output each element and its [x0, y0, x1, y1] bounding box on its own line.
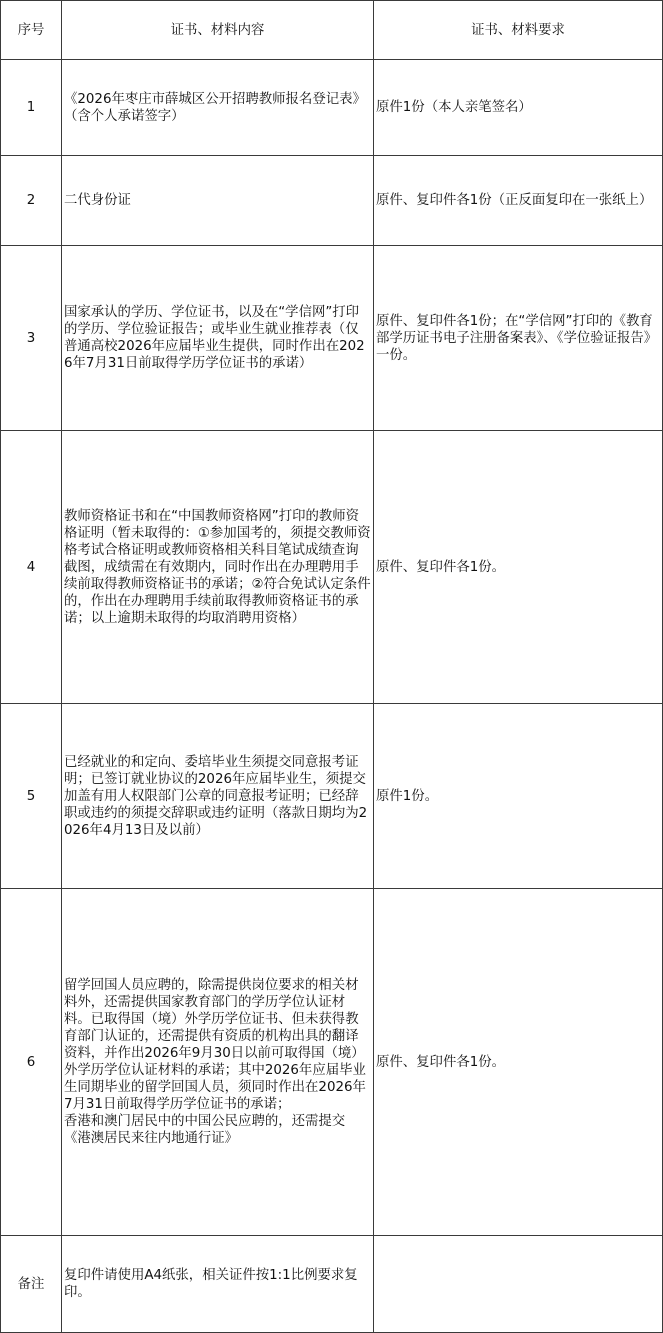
table-row [1, 704, 663, 889]
table-header-row [1, 1, 663, 60]
row-requirement: 原件、复印件各1份；在“学信网”打印的《教育部学历证书电子注册备案表》、《学位验证报告》一份。 [374, 246, 663, 431]
table-row-remark [1, 1236, 663, 1333]
remark-content: 复印件请使用A4纸张，相关证件按1:1比例要求复印。 [62, 1236, 374, 1333]
row-number: 6 [1, 889, 62, 1236]
row-requirement: 原件1份。 [374, 704, 663, 889]
row-requirement: 原件、复印件各1份（正反面复印在一张纸上） [374, 156, 663, 246]
header-content: 证书、材料内容 [62, 1, 374, 60]
header-requirement: 证书、材料要求 [374, 1, 663, 60]
row-requirement: 原件1份（本人亲笔签名） [374, 60, 663, 156]
row-number: 5 [1, 704, 62, 889]
row-content: 《2026年枣庄市薛城区公开招聘教师报名登记表》（含个人承诺签字） [62, 60, 374, 156]
table-row [1, 60, 663, 156]
remark-label: 备注 [1, 1236, 62, 1333]
table-row [1, 431, 663, 704]
row-requirement: 原件、复印件各1份。 [374, 889, 663, 1236]
table-row [1, 889, 663, 1236]
remark-requirement [374, 1236, 663, 1333]
row-number: 4 [1, 431, 62, 704]
table-row [1, 156, 663, 246]
row-content: 教师资格证书和在“中国教师资格网”打印的教师资格证明（暂未取得的：①参加国考的，须提交教师资格考试合格证明或教师资格相关科目笔试成绩查询截图，成绩需在有效期内，同时作出在办理聘用手续前取得教师资格证书的承诺；②符合免试认定条件的，作出在办理聘用手续前取得教师资格证书的承诺；以上逾期未取得的均取消聘用资格） [62, 431, 374, 704]
header-no: 序号 [1, 1, 62, 60]
row-number: 1 [1, 60, 62, 156]
row-content: 二代身份证 [62, 156, 374, 246]
row-number: 2 [1, 156, 62, 246]
table-row [1, 246, 663, 431]
row-content: 国家承认的学历、学位证书，以及在“学信网”打印的学历、学位验证报告；或毕业生就业推荐表（仅普通高校2026年应届毕业生提供，同时作出在2026年7月31日前取得学历学位证书的承诺） [62, 246, 374, 431]
row-content: 已经就业的和定向、委培毕业生须提交同意报考证明；已签订就业协议的2026年应届毕业生，须提交加盖有用人权限部门公章的同意报考证明；已经辞职或违约的须提交辞职或违约证明（落款日期均为2026年4月13日及以前） [62, 704, 374, 889]
row-requirement: 原件、复印件各1份。 [374, 431, 663, 704]
row-content: 留学回国人员应聘的，除需提供岗位要求的相关材料外，还需提供国家教育部门的学历学位认证材料。已取得国（境）外学历学位证书、但未获得教育部门认证的，还需提供有资质的机构出具的翻译资料，并作出2026年9月30日以前可取得国（境）外学历学位认证材料的承诺；其中2026年应届毕业生同期毕业的留学回国人员，须同时作出在2026年7月31日前取得学历学位证书的承诺； 香港和澳门居民中的中国公民应聘的，还需提交《港澳居民来往内地通行证》 [62, 889, 374, 1236]
row-number: 3 [1, 246, 62, 431]
